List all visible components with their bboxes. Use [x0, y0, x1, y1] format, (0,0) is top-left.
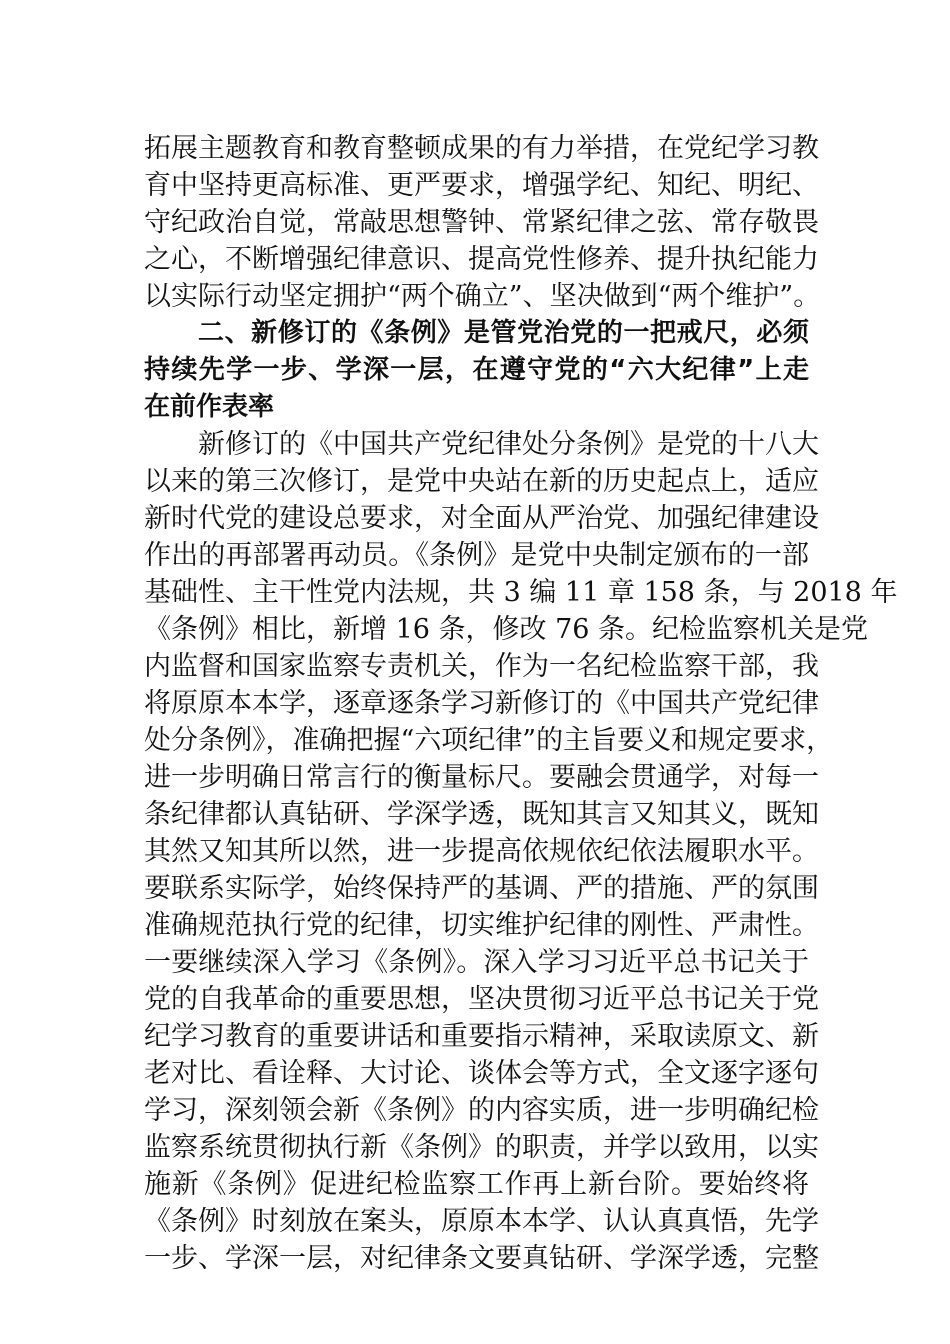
paragraph-regulation — [144, 426, 898, 1277]
text-line: 内监督和国家监察专责机关，作为一名纪检监察干部，我 — [144, 651, 819, 682]
text-line: 《条例》时刻放在案头，原原本本学、认认真真悟，先学 — [144, 1206, 819, 1237]
text-line: 以来的第三次修订，是党中央站在新的历史起点上，适应 — [144, 466, 819, 497]
text-line: 施新《条例》促进纪检监察工作再上新台阶。要始终将 — [144, 1169, 809, 1200]
text-line: 学习，深刻领会新《条例》的内容实质，进一步明确纪检 — [144, 1095, 819, 1126]
text-line: 拓展主题教育和教育整顿成果的有力举措，在党纪学习教 — [144, 133, 819, 164]
text-line: 党的自我革命的重要思想，坚决贯彻习近平总书记关于党 — [144, 984, 819, 1015]
text-line: 监察系统贯彻执行新《条例》的职责，并学以致用，以实 — [144, 1132, 819, 1163]
paragraph-intro-continued — [144, 130, 821, 315]
heading-line: 持续先学一步、学深一层，在遵守党的“六大纪律”上走 — [144, 355, 809, 385]
text-line: 其然又知其所以然，进一步提高依规依纪依法履职水平。 — [144, 836, 819, 867]
text-line: 《条例》相比，新增 16 条，修改 76 条。纪检监察机关是党 — [144, 614, 869, 645]
text-line: 将原原本本学，逐章逐条学习新修订的《中国共产党纪律 — [144, 688, 819, 719]
heading-line: 二、新修订的《条例》是管党治党的一把戒尺，必须 — [198, 318, 809, 348]
text-line: 育中坚持更高标准、更严要求，增强学纪、知纪、明纪、 — [144, 170, 819, 201]
text-line: 处分条例》，准确把握“六项纪律”的主旨要义和规定要求， — [144, 725, 834, 756]
text-line: 准确规范执行党的纪律，切实维护纪律的刚性、严肃性。 — [144, 910, 819, 941]
text-line: 之心，不断增强纪律意识、提高党性修养、提升执纪能力 — [144, 244, 819, 275]
heading-line: 在前作表率 — [144, 392, 275, 422]
text-line: 以实际行动坚定拥护“两个确立”、坚决做到“两个维护”。 — [144, 281, 821, 312]
text-line: 进一步明确日常言行的衡量标尺。要融会贯通学，对每一 — [144, 762, 819, 793]
text-line: 守纪政治自觉，常敲思想警钟、常紧纪律之弦、常存敬畏 — [144, 207, 819, 238]
text-line: 要联系实际学，始终保持严的基调、严的措施、严的氛围 — [144, 873, 819, 904]
section-heading-2 — [144, 315, 809, 426]
text-line: 新时代党的建设总要求，对全面从严治党、加强纪律建设 — [144, 503, 819, 534]
document-body — [144, 130, 898, 1277]
text-line: 老对比、看诠释、大讨论、谈体会等方式，全文逐字逐句 — [144, 1058, 819, 1089]
text-line: 条纪律都认真钻研、学深学透，既知其言又知其义，既知 — [144, 799, 819, 830]
text-line: 作出的再部署再动员。《条例》是党中央制定颁布的一部 — [144, 540, 809, 571]
text-line: 一要继续深入学习《条例》。深入学习习近平总书记关于 — [144, 947, 809, 978]
text-line: 纪学习教育的重要讲话和重要指示精神，采取读原文、新 — [144, 1021, 819, 1052]
text-line: 基础性、主干性党内法规，共 3 编 11 章 158 条，与 2018 年 — [144, 577, 898, 608]
text-line: 一步、学深一层，对纪律条文要真钻研、学深学透，完整 — [144, 1243, 819, 1274]
text-line: 新修订的《中国共产党纪律处分条例》是党的十八大 — [198, 429, 819, 460]
